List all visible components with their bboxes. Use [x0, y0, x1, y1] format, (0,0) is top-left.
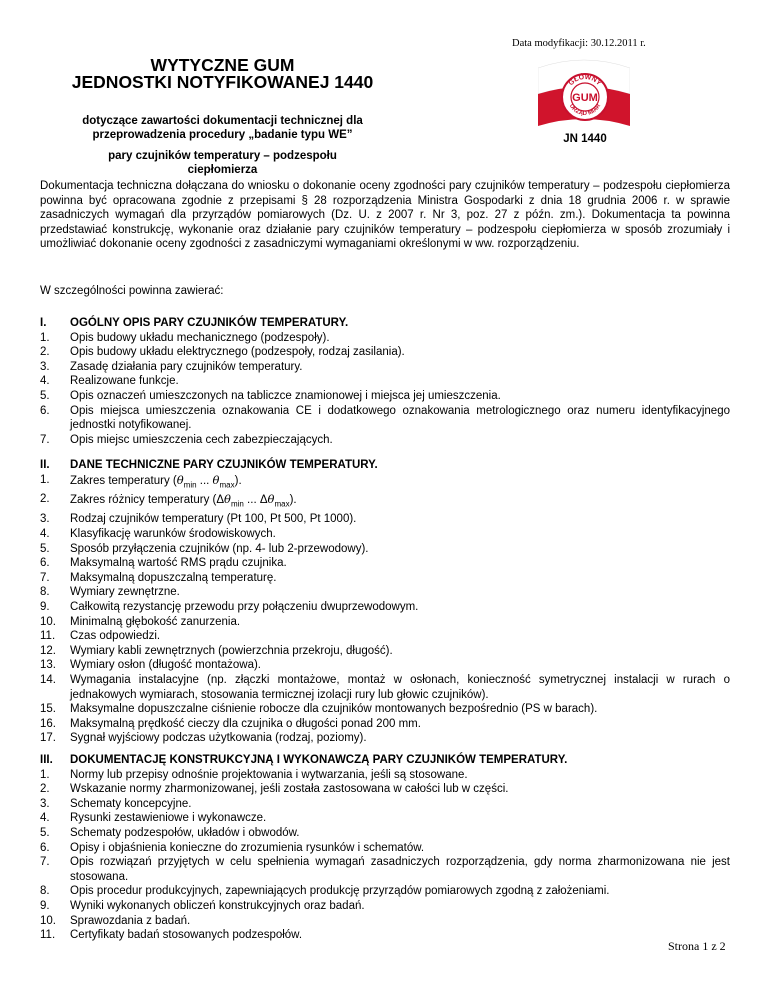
document-title-line2: JEDNOSTKI NOTYFIKOWANEJ 1440 — [71, 72, 374, 92]
item-text: Opisy i objaśnienia konieczne do zrozumienia rysunków i schematów. — [70, 841, 425, 854]
item-number: 13. — [40, 659, 56, 672]
section-number: I. — [40, 317, 47, 329]
item-number: 2. — [40, 346, 50, 359]
section-title: DANE TECHNICZNE PARY CZUJNIKÓW TEMPERATURY. — [70, 459, 378, 471]
item-text: Wymiary osłon (długość montażowa). — [70, 659, 261, 672]
list-item — [40, 492, 730, 512]
item-number: 11. — [40, 630, 56, 643]
section-heading — [40, 458, 730, 473]
item-number: 6. — [40, 557, 50, 570]
section-design-documentation — [40, 753, 730, 943]
item-text: Całkowitą rezystancję przewodu przy połączeniu dwuprzewodowym. — [70, 600, 419, 613]
item-number: 9. — [40, 899, 50, 912]
list-item — [40, 855, 730, 884]
list-item — [40, 811, 730, 826]
item-text: Sposób przyłączenia czujników (np. 4- lub 2-przewodowy). — [70, 542, 369, 555]
section-number: II. — [40, 459, 50, 471]
item-text: Maksymalne dopuszczalne ciśnienie robocze dla czujników montowanych bezpośrednio (PS w barach). — [70, 703, 598, 716]
list-item — [40, 512, 730, 527]
list-item — [40, 914, 730, 929]
list-item — [40, 571, 730, 586]
item-number: 11. — [40, 929, 56, 942]
list-item — [40, 899, 730, 914]
item-number: 7. — [40, 433, 50, 446]
item-number: 3. — [40, 513, 50, 526]
item-number: 17. — [40, 732, 56, 745]
item-text: Zasadę działania pary czujników temperatury. — [70, 360, 303, 373]
item-number: 9. — [40, 600, 50, 613]
item-text: Maksymalną prędkość cieczy dla czujnika o długości ponad 200 mm. — [70, 717, 421, 730]
item-text: Wymiary zewnętrzne. — [70, 586, 180, 599]
item-number: 15. — [40, 703, 56, 716]
list-item — [40, 331, 730, 346]
section-general-description — [40, 316, 730, 447]
item-text: Zakres temperatury ($\theta_{min}$ ... $\theta_{max}$). — [70, 472, 242, 489]
list-item — [40, 585, 730, 600]
item-number: 7. — [40, 571, 50, 584]
item-text: Wymagania instalacyjne (np. złączki montażowe, montaż w osłonach, konieczność symetrycznej instalacji w rurach o jednakowych wymiarach, stosowania termicznej izolacji rury lub głowic czujników). — [70, 673, 730, 701]
list-item — [40, 658, 730, 673]
logo-text-top: GŁÓWNY — [567, 73, 603, 88]
list-item — [40, 615, 730, 630]
notified-body-number: JN 1440 — [563, 133, 607, 145]
item-number: 3. — [40, 797, 50, 810]
item-text: Schematy koncepcyjne. — [70, 797, 192, 810]
list-item — [40, 731, 730, 746]
item-number: 8. — [40, 885, 50, 898]
item-number: 16. — [40, 717, 56, 730]
list-item — [40, 389, 730, 404]
document-title: WYTYCZNE GUM — [150, 55, 295, 75]
list-item — [40, 826, 730, 841]
item-text: Wyniki wykonanych obliczeń konstrukcyjnych oraz badań. — [70, 899, 365, 912]
list-item — [40, 527, 730, 542]
item-text: Opis budowy układu mechanicznego (podzespoły). — [70, 331, 330, 344]
item-number: 4. — [40, 812, 50, 825]
list-item — [40, 473, 730, 493]
item-number: 1. — [40, 473, 50, 486]
list-item — [40, 768, 730, 783]
item-text: Normy lub przepisy odnośnie projektowania i wytwarzania, jeśli są stosowane. — [70, 768, 468, 781]
item-number: 3. — [40, 360, 50, 373]
item-number: 5. — [40, 542, 50, 555]
section-title: DOKUMENTACJĘ KONSTRUKCYJNĄ I WYKONAWCZĄ PARY CZUJNIKÓW TEMPERATURY. — [70, 754, 568, 766]
intro-paragraph: Dokumentacja techniczna dołączana do wniosku o dokonanie oceny zgodności pary czujników temperatury – podzespołu ciepłomierza powinna być opracowana zgodnie z przepisami § 28 rozporządzenia Ministra Gospodarki z dnia 18 grudnia 2006 r. w sprawie zasadniczych wymagań dla przyrządów pomiarowych (Dz. U. z 2007 r. Nr 3, poz. 27 z późn. zm.). Dokumentacja ta powinna przedstawiać konstrukcję, wykonanie oraz działanie pary czujników temperatury – podzespołu ciepłomierza w sposób zrozumiały i umożliwiać dokonanie oceny zgodności z zasadniczymi wymaganiami określonymi w ww. rozporządzeniu. — [40, 180, 730, 251]
item-text: Opis oznaczeń umieszczonych na tabliczce znamionowej i miejsca jej umieszczenia. — [70, 389, 501, 402]
item-text: Wskazanie normy zharmonizowanej, jeśli została zastosowana w całości lub w części. — [70, 783, 509, 796]
list-item — [40, 542, 730, 557]
item-text: Zakres różnicy temperatury ($\Delta\theta_{min}$ ... $\Delta\theta_{max}$). — [70, 492, 297, 509]
list-item — [40, 673, 730, 702]
list-item — [40, 702, 730, 717]
item-text: Rodzaj czujników temperatury (Pt 100, Pt 500, Pt 1000). — [70, 513, 357, 526]
item-text: Schematy podzespołów, układów i obwodów. — [70, 826, 300, 839]
item-text: Wymiary kabli zewnętrznych (powierzchnia przekroju, długość). — [70, 644, 393, 657]
list-item — [40, 841, 730, 856]
subject-line2: ciepłomierza — [187, 164, 258, 176]
item-text: Opis budowy układu elektrycznego (podzespoły, rodzaj zasilania). — [70, 346, 405, 359]
list-item — [40, 884, 730, 899]
section-heading — [40, 753, 730, 768]
item-text: Opis rozwiązań przyjętych w celu spełnienia wymagań zasadniczych rozporządzenia, gdy norma zharmonizowana nie jest stosowana. — [70, 856, 730, 883]
modification-date: Data modyfikacji: 30.12.2011 r. — [512, 38, 646, 49]
list-item — [40, 345, 730, 360]
item-text: Certyfikaty badań stosowanych podzespołów. — [70, 929, 303, 942]
item-number: 6. — [40, 404, 50, 417]
item-number: 10. — [40, 615, 56, 628]
list-item — [40, 928, 730, 943]
gum-logo — [538, 58, 630, 130]
logo-text-bottom: URZĄD MIAR — [567, 103, 603, 118]
item-number: 4. — [40, 527, 50, 540]
list-item — [40, 782, 730, 797]
list-item — [40, 374, 730, 389]
logo-text-center: GUM — [572, 92, 598, 104]
list-item — [40, 644, 730, 659]
document-subtitle — [40, 114, 405, 142]
item-text: Minimalną głębokość zanurzenia. — [70, 615, 241, 628]
item-number: 6. — [40, 841, 50, 854]
item-text: Rysunki zestawieniowe i wykonawcze. — [70, 812, 267, 825]
item-text: Opis procedur produkcyjnych, zapewniających produkcję przyrządów pomiarowych zgodną z założeniami. — [70, 885, 610, 898]
list-item — [40, 797, 730, 812]
item-text: Sprawozdania z badań. — [70, 914, 191, 927]
item-number: 2. — [40, 493, 50, 506]
item-text: Czas odpowiedzi. — [70, 630, 161, 643]
section-number: III. — [40, 754, 53, 766]
item-number: 5. — [40, 389, 50, 402]
section-heading — [40, 316, 730, 331]
item-text: Klasyfikację warunków środowiskowych. — [70, 527, 276, 540]
item-number: 1. — [40, 331, 50, 344]
item-number: 1. — [40, 768, 50, 781]
subtitle-line2: przeprowadzenia procedury „badanie typu WE” — [92, 129, 353, 141]
item-number: 12. — [40, 644, 56, 657]
section-title: OGÓLNY OPIS PARY CZUJNIKÓW TEMPERATURY. — [70, 317, 349, 329]
page-number: Strona 1 z 2 — [668, 939, 726, 953]
item-number: 7. — [40, 856, 50, 869]
item-text: Maksymalną wartość RMS prądu czujnika. — [70, 557, 287, 570]
lead-sentence: W szczególności powinna zawierać: — [40, 285, 224, 297]
document-subject — [40, 149, 405, 177]
list-item — [40, 433, 730, 448]
item-number: 14. — [40, 673, 56, 686]
list-item — [40, 556, 730, 571]
item-number: 2. — [40, 783, 50, 796]
item-text: Opis miejsc umieszczenia cech zabezpieczających. — [70, 433, 333, 446]
subject-line1: pary czujników temperatury – podzespołu — [108, 150, 337, 162]
list-item — [40, 629, 730, 644]
list-item — [40, 360, 730, 375]
item-number: 5. — [40, 826, 50, 839]
section-technical-data — [40, 458, 730, 746]
item-text: Sygnał wyjściowy podczas użytkowania (rodzaj, poziomy). — [70, 732, 367, 745]
item-text: Opis miejsca umieszczenia oznakowania CE i dodatkowego oznakowania metrologicznego oraz numeru identyfikacyjnego jednostki notyfikowanej. — [70, 404, 730, 432]
item-text: Maksymalną dopuszczalną temperaturę. — [70, 571, 277, 584]
list-item — [40, 404, 730, 433]
item-number: 10. — [40, 914, 56, 927]
item-text: Realizowane funkcje. — [70, 375, 179, 388]
item-number: 8. — [40, 586, 50, 599]
item-number: 4. — [40, 375, 50, 388]
subtitle-line1: dotyczące zawartości dokumentacji technicznej dla — [82, 115, 363, 127]
list-item — [40, 600, 730, 615]
list-item — [40, 717, 730, 732]
